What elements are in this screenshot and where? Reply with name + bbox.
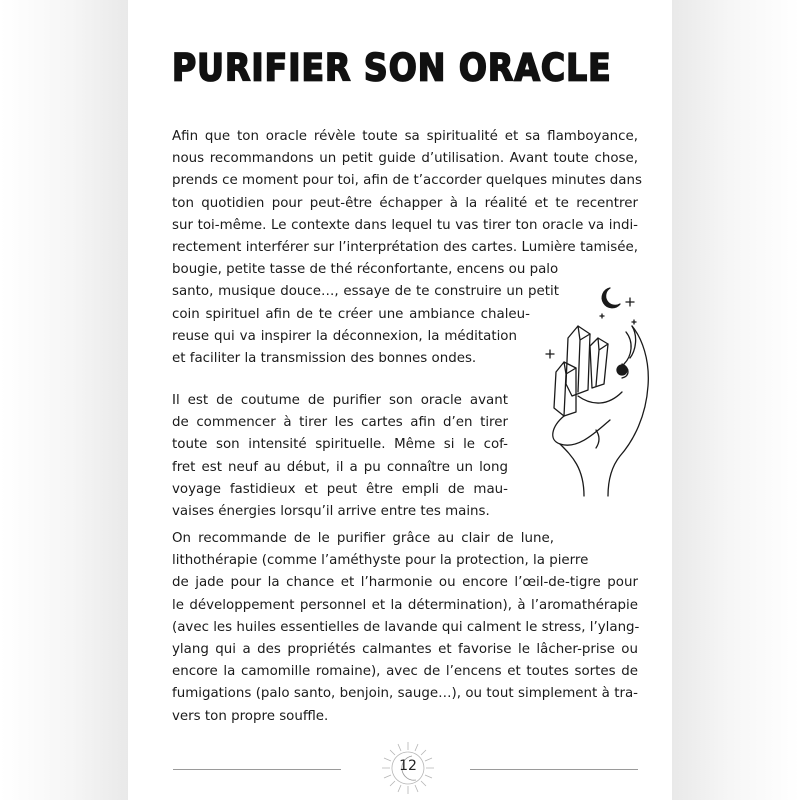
text-line: vaises énergies lorsqu’il arrive entre tes mains. bbox=[172, 503, 490, 519]
text-line: voyage fastidieux et peut être empli de mau- bbox=[172, 481, 508, 497]
footer-rule-left bbox=[173, 769, 341, 770]
text-line: encore la camomille romaine), avec de l’encens et toutes sortes de bbox=[172, 664, 638, 680]
text-line: vers ton propre souffle. bbox=[172, 708, 329, 724]
text-line: lithothérapie (comme l’améthyste pour la protection, la pierre bbox=[172, 553, 589, 569]
document-page bbox=[128, 0, 672, 800]
text-line: Afin que ton oracle révèle toute sa spiritualité et sa flamboyance, bbox=[172, 129, 638, 144]
text-line: de jade pour la chance et l’harmonie ou encore l’œil-de-tigre pour bbox=[172, 575, 638, 591]
text-line: fret est neuf au début, il a pu connaître un long bbox=[172, 459, 508, 475]
page-gutter-shadow-right bbox=[672, 0, 800, 800]
text-line: le développement personnel et la détermination), à l’aromathérapie bbox=[172, 597, 638, 613]
text-line: ton quotidien pour peut-être échapper à la réalité et te recentrer bbox=[172, 195, 638, 211]
page-number: 12 bbox=[399, 758, 417, 774]
text-line: On recommande de le purifier grâce au clair de lune, bbox=[172, 531, 554, 546]
text-line: et faciliter la transmission des bonnes ondes. bbox=[172, 350, 477, 366]
page-gutter-shadow-left bbox=[0, 0, 128, 800]
text-line: rectement interférer sur l’interprétation des cartes. Lumière tamisée, bbox=[172, 239, 638, 255]
footer-rule-right bbox=[470, 769, 638, 770]
text-line: nous recommandons un petit guide d’utilisation. Avant toute chose, bbox=[172, 151, 638, 167]
text-line: santo, musique douce…, essaye de te construire un petit bbox=[172, 284, 559, 300]
text-line: fumigations (palo santo, benjoin, sauge…), ou tout simplement à tra- bbox=[172, 686, 638, 702]
text-line: Il est de coutume de purifier son oracle avant bbox=[172, 393, 508, 408]
paragraph-purification bbox=[172, 390, 508, 523]
text-line: prends ce moment pour toi, afin de t’accorder quelques minutes dans bbox=[172, 173, 642, 189]
paragraph-methods bbox=[172, 528, 638, 728]
hand-holding-crystals-with-moon-illustration bbox=[538, 280, 668, 500]
text-line: bougie, petite tasse de thé réconfortante, encens ou palo bbox=[172, 262, 559, 278]
text-line: de commencer à tirer les cartes afin d’en tirer bbox=[172, 415, 508, 431]
text-line: (avec les huiles essentielles de lavande qui calment le stress, l’ylang- bbox=[172, 619, 640, 635]
text-line: toute son intensité spirituelle. Même si le cof- bbox=[172, 437, 508, 453]
text-line: sur toi-même. Le contexte dans lequel tu vas tirer ton oracle va indi- bbox=[172, 217, 638, 233]
text-line: reuse qui va inspirer la déconnexion, la méditation bbox=[172, 328, 517, 344]
page-title: PURIFIER SON ORACLE bbox=[172, 46, 612, 90]
text-line: ylang qui a des propriétés calmantes et favorise le lâcher-prise ou bbox=[172, 641, 638, 657]
text-line: coin spirituel afin de te créer une ambiance chaleu- bbox=[172, 306, 530, 322]
page-number-block bbox=[378, 738, 438, 798]
